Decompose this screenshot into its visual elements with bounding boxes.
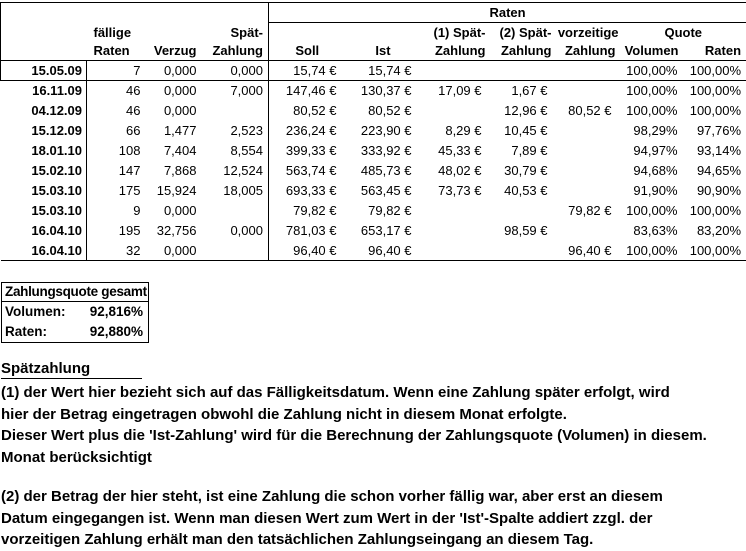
- zahlungsquote-volumen-row: [2, 302, 148, 322]
- cell-quote-volumen: 100,00%: [621, 201, 683, 221]
- cell-quote-raten: 83,20%: [683, 221, 746, 241]
- note-line: Monat berücksichtigt: [1, 447, 745, 469]
- cell-spaet2: 10,45 €: [491, 121, 557, 141]
- note-line: Dieser Wert plus die 'Ist-Zahlung' wird für die Berechnung der Zahlungsquote (Volumen) in diesem.: [1, 425, 745, 447]
- cell-quote-volumen: 83,63%: [621, 221, 683, 241]
- cell-spaet2: [491, 61, 557, 81]
- cell-verzug: 0,000: [146, 241, 202, 261]
- cell-quote-raten: 100,00%: [683, 201, 746, 221]
- header-row-lower: [1, 42, 746, 61]
- header-raten: Raten: [87, 42, 146, 61]
- cell-date: 15.02.10: [1, 161, 87, 181]
- header-spaet1: (1) Spät-: [421, 23, 491, 42]
- table-row: [1, 201, 746, 221]
- cell-quote-raten: 100,00%: [683, 81, 746, 101]
- cell-soll: 96,40 €: [269, 241, 346, 261]
- cell-faellige-raten: 7: [87, 61, 146, 81]
- cell-date: 16.04.10: [1, 221, 87, 241]
- cell-ist: 223,90 €: [346, 121, 421, 141]
- cell-verzug: 0,000: [146, 81, 202, 101]
- zahlungsquote-raten-row: [2, 322, 148, 342]
- cell-faellige-raten: 66: [87, 121, 146, 141]
- cell-ist: 130,37 €: [346, 81, 421, 101]
- header-quote: Quote: [621, 23, 746, 42]
- cell-faellige-raten: 9: [87, 201, 146, 221]
- cell-spaet-zahlung: 8,554: [202, 141, 269, 161]
- cell-quote-raten: 100,00%: [683, 101, 746, 121]
- cell-quote-raten: 97,76%: [683, 121, 746, 141]
- header-spaet2: (2) Spät-: [491, 23, 557, 42]
- table-row: [1, 121, 746, 141]
- cell-quote-raten: 90,90%: [683, 181, 746, 201]
- cell-spaet1: 45,33 €: [421, 141, 491, 161]
- cell-date: 15.12.09: [1, 121, 87, 141]
- cell-spaet2: 7,89 €: [491, 141, 557, 161]
- header-spacer: [146, 23, 202, 42]
- header-verzug: Verzug: [146, 42, 202, 61]
- raten-label: Raten:: [5, 322, 47, 342]
- cell-quote-volumen: 100,00%: [621, 241, 683, 261]
- cell-vorzeitige: [557, 81, 621, 101]
- header-zahlung2: Zahlung: [491, 42, 557, 61]
- zahlungsquote-title: Zahlungsquote gesamt: [2, 283, 148, 302]
- cell-spaet2: [491, 201, 557, 221]
- cell-vorzeitige: 96,40 €: [557, 241, 621, 261]
- cell-spaet-zahlung: [202, 101, 269, 121]
- table-row: [1, 221, 746, 241]
- header-zahlung1: Zahlung: [421, 42, 491, 61]
- cell-quote-volumen: 94,97%: [621, 141, 683, 161]
- header-spaet: Spät-: [202, 23, 269, 42]
- cell-vorzeitige: [557, 61, 621, 81]
- group-header-row: [1, 3, 746, 23]
- cell-spaet-zahlung: 0,000: [202, 61, 269, 81]
- header-date-spacer: [1, 42, 87, 61]
- volumen-label: Volumen:: [5, 302, 66, 322]
- cell-faellige-raten: 108: [87, 141, 146, 161]
- cell-vorzeitige: 80,52 €: [557, 101, 621, 121]
- cell-vorzeitige: [557, 121, 621, 141]
- cell-spaet-zahlung: 12,524: [202, 161, 269, 181]
- header-soll: Soll: [269, 42, 346, 61]
- cell-soll: 781,03 €: [269, 221, 346, 241]
- cell-spaet2: [491, 241, 557, 261]
- cell-ist: 15,74 €: [346, 61, 421, 81]
- cell-quote-volumen: 100,00%: [621, 81, 683, 101]
- group-header-raten: Raten: [269, 3, 746, 23]
- cell-date: 18.01.10: [1, 141, 87, 161]
- cell-faellige-raten: 32: [87, 241, 146, 261]
- cell-spaet-zahlung: [202, 241, 269, 261]
- table-row: [1, 81, 746, 101]
- cell-vorzeitige: [557, 161, 621, 181]
- note-paragraph-1: [1, 382, 745, 468]
- cell-faellige-raten: 46: [87, 81, 146, 101]
- notes-section: [1, 361, 745, 551]
- cell-spaet-zahlung: [202, 201, 269, 221]
- cell-spaet1: [421, 241, 491, 261]
- cell-spaet1: [421, 201, 491, 221]
- header-row-upper: [1, 23, 746, 42]
- cell-spaet2: 98,59 €: [491, 221, 557, 241]
- cell-spaet2: 1,67 €: [491, 81, 557, 101]
- cell-verzug: 7,404: [146, 141, 202, 161]
- cell-quote-volumen: 98,29%: [621, 121, 683, 141]
- cell-faellige-raten: 195: [87, 221, 146, 241]
- cell-vorzeitige: 79,82 €: [557, 201, 621, 221]
- header-spacer: [269, 23, 346, 42]
- cell-spaet1: 73,73 €: [421, 181, 491, 201]
- cell-spaet1: 8,29 €: [421, 121, 491, 141]
- cell-quote-raten: 100,00%: [683, 241, 746, 261]
- cell-soll: 15,74 €: [269, 61, 346, 81]
- cell-ist: 333,92 €: [346, 141, 421, 161]
- cell-ist: 485,73 €: [346, 161, 421, 181]
- cell-soll: 80,52 €: [269, 101, 346, 121]
- cell-faellige-raten: 175: [87, 181, 146, 201]
- cell-soll: 563,74 €: [269, 161, 346, 181]
- cell-date: 15.03.10: [1, 181, 87, 201]
- cell-faellige-raten: 46: [87, 101, 146, 121]
- cell-ist: 96,40 €: [346, 241, 421, 261]
- cell-spaet-zahlung: 2,523: [202, 121, 269, 141]
- cell-quote-raten: 100,00%: [683, 61, 746, 81]
- cell-quote-volumen: 100,00%: [621, 101, 683, 121]
- cell-spaet-zahlung: 7,000: [202, 81, 269, 101]
- cell-spaet2: 12,96 €: [491, 101, 557, 121]
- cell-spaet1: 48,02 €: [421, 161, 491, 181]
- cell-spaet-zahlung: 18,005: [202, 181, 269, 201]
- table-row: [1, 181, 746, 201]
- header-spaet-zahlung: Zahlung: [202, 42, 269, 61]
- zahlungsquote-box: [1, 282, 149, 343]
- cell-soll: 79,82 €: [269, 201, 346, 221]
- raten-table: [0, 2, 746, 261]
- cell-spaet2: 40,53 €: [491, 181, 557, 201]
- header-quote-raten: Raten: [683, 42, 746, 61]
- cell-quote-raten: 94,65%: [683, 161, 746, 181]
- cell-date: 15.05.09: [1, 61, 87, 81]
- cell-ist: 79,82 €: [346, 201, 421, 221]
- table-row: [1, 241, 746, 261]
- volumen-value: 92,816%: [90, 302, 143, 322]
- table-row: [1, 61, 746, 81]
- cell-ist: 80,52 €: [346, 101, 421, 121]
- cell-spaet1: [421, 101, 491, 121]
- cell-quote-volumen: 100,00%: [621, 61, 683, 81]
- header-volumen: Volumen: [621, 42, 683, 61]
- cell-date: 15.03.10: [1, 201, 87, 221]
- cell-vorzeitige: [557, 221, 621, 241]
- note-line: vorzeitigen Zahlung erhält man den tatsächlichen Zahlungseingang an diesem Tag.: [1, 529, 745, 551]
- header-faellige: fällige: [87, 23, 146, 42]
- cell-quote-volumen: 91,90%: [621, 181, 683, 201]
- note-line: (2) der Betrag der hier steht, ist eine Zahlung die schon vorher fällig war, aber erst an diesem: [1, 486, 745, 508]
- header-zahlung3: Zahlung: [557, 42, 621, 61]
- table-row: [1, 141, 746, 161]
- raten-value: 92,880%: [90, 322, 143, 342]
- cell-verzug: 32,756: [146, 221, 202, 241]
- cell-date: 16.11.09: [1, 81, 87, 101]
- cell-verzug: 0,000: [146, 101, 202, 121]
- note-paragraph-2: [1, 486, 745, 551]
- header-date-spacer: [1, 23, 87, 42]
- cell-spaet2: 30,79 €: [491, 161, 557, 181]
- note-line: hier der Betrag eingetragen obwohl die Zahlung nicht in diesem Monat erfolgte.: [1, 404, 745, 426]
- cell-soll: 147,46 €: [269, 81, 346, 101]
- notes-heading: Spätzahlung: [1, 361, 142, 379]
- cell-vorzeitige: [557, 181, 621, 201]
- cell-quote-raten: 93,14%: [683, 141, 746, 161]
- cell-date: 16.04.10: [1, 241, 87, 261]
- cell-verzug: 15,924: [146, 181, 202, 201]
- note-line: (1) der Wert hier bezieht sich auf das Fälligkeitsdatum. Wenn eine Zahlung später erfolgt, wird: [1, 382, 745, 404]
- header-ist: Ist: [346, 42, 421, 61]
- cell-verzug: 0,000: [146, 201, 202, 221]
- note-line: Datum eingegangen ist. Wenn man diesen Wert zum Wert in der 'Ist'-Spalte addiert zzgl. der: [1, 508, 745, 530]
- group-header-spacer: [1, 3, 269, 23]
- cell-soll: 693,33 €: [269, 181, 346, 201]
- cell-spaet-zahlung: 0,000: [202, 221, 269, 241]
- cell-spaet1: [421, 221, 491, 241]
- cell-verzug: 1,477: [146, 121, 202, 141]
- cell-spaet1: 17,09 €: [421, 81, 491, 101]
- cell-quote-volumen: 94,68%: [621, 161, 683, 181]
- cell-verzug: 7,868: [146, 161, 202, 181]
- table-row: [1, 161, 746, 181]
- cell-ist: 563,45 €: [346, 181, 421, 201]
- table-row: [1, 101, 746, 121]
- header-spacer: [346, 23, 421, 42]
- cell-soll: 399,33 €: [269, 141, 346, 161]
- cell-verzug: 0,000: [146, 61, 202, 81]
- cell-date: 04.12.09: [1, 101, 87, 121]
- cell-spaet1: [421, 61, 491, 81]
- cell-ist: 653,17 €: [346, 221, 421, 241]
- cell-soll: 236,24 €: [269, 121, 346, 141]
- cell-faellige-raten: 147: [87, 161, 146, 181]
- header-vorzeitige: vorzeitige: [557, 23, 621, 42]
- cell-vorzeitige: [557, 141, 621, 161]
